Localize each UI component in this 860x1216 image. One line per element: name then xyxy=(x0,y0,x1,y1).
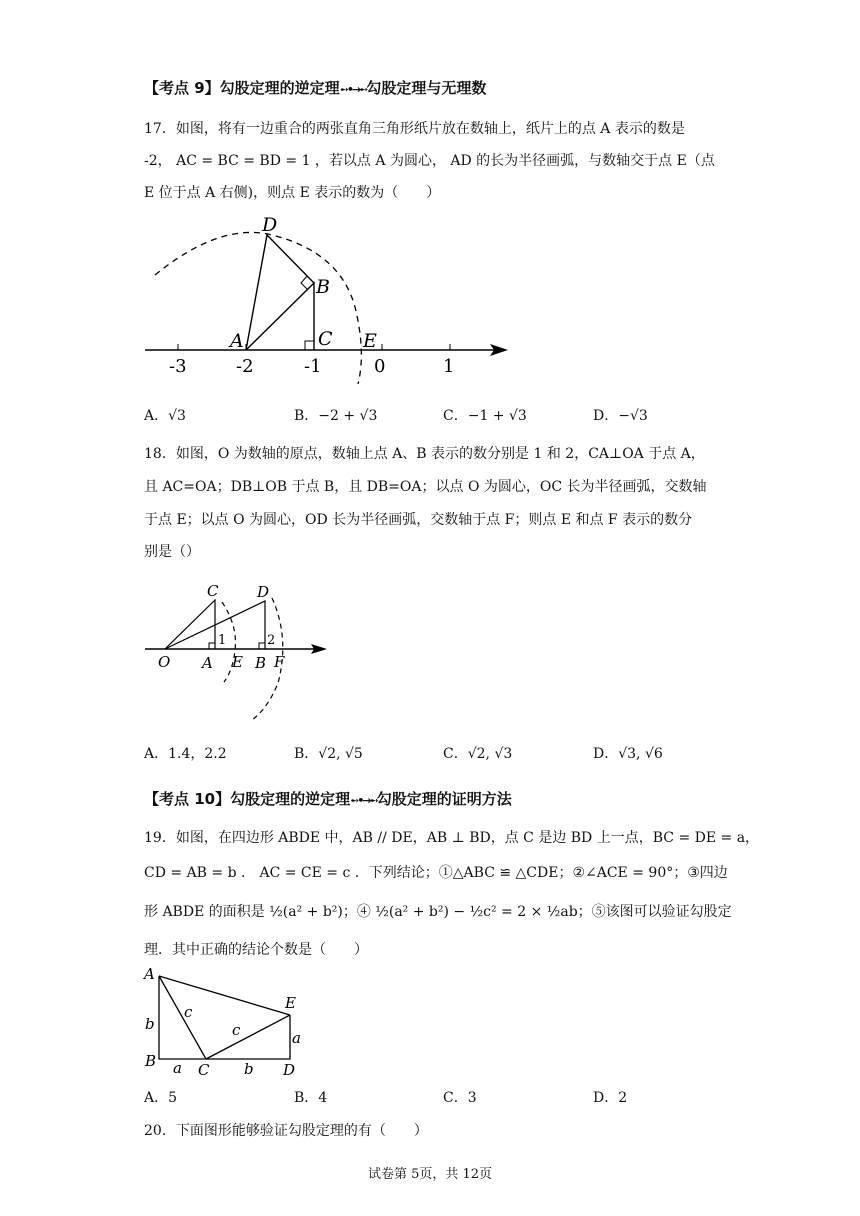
q18-figure xyxy=(140,578,340,726)
right-angle-mark xyxy=(305,341,314,350)
q18-option-c[interactable]: C．√2, √3 xyxy=(443,746,513,762)
section-9-heading xyxy=(144,77,486,98)
q18-line-4: 别是（） xyxy=(144,544,200,560)
segment-ae xyxy=(159,976,290,1015)
quadrilateral-abde-sides xyxy=(159,976,290,1059)
point-label-b: B xyxy=(145,1052,157,1070)
tick-label: -3 xyxy=(169,356,187,377)
q19-line-4: 理．其中正确的结论个数是（ ） xyxy=(144,942,368,958)
point-label-d: D xyxy=(257,583,270,601)
side-label-c: c xyxy=(184,1003,193,1021)
section-9-title-a: 【考点 9】勾股定理的逆定理 xyxy=(144,79,340,97)
q18-line-1: 18．如图，O 为数轴的原点，数轴上点 A、B 表示的数分别是 1 和 2，CA⊥OA 于点 A， xyxy=(144,446,705,462)
side-label-c: c xyxy=(232,1021,241,1039)
q17-line-1: 17．如图，将有一边重合的两张直角三角形纸片放在数轴上，纸片上的点 A 表示的数是 xyxy=(144,121,685,137)
point-label-d: D xyxy=(262,214,278,236)
point-label-e: E xyxy=(363,330,377,352)
q17-option-a[interactable]: A．√3 xyxy=(144,408,186,424)
triangle-oac xyxy=(165,600,215,649)
q19-line-2: CD = AB = b ． AC = CE = c ．下列结论；①△ABC ≌ △CDE；②∠ACE = 90°；③四边 xyxy=(144,865,728,881)
side-label-a: a xyxy=(292,1029,301,1047)
right-angle-mark xyxy=(209,643,215,649)
point-label-c: C xyxy=(207,582,219,600)
point-label-e: E xyxy=(232,653,243,671)
tick-label: 0 xyxy=(374,356,386,377)
q19-option-c[interactable]: C．3 xyxy=(443,1090,477,1106)
segment-ce xyxy=(206,1015,290,1059)
arrow-icon: ➻•→➻ xyxy=(350,794,377,807)
point-label-a: A xyxy=(230,330,244,352)
segment-label-2: 2 xyxy=(267,633,276,648)
q17-line-2: -2， AC = BC = BD = 1 ，若以点 A 为圆心， AD 的长为半径画弧，与数轴交于点 E（点 xyxy=(144,153,715,169)
point-label-o: O xyxy=(158,653,171,671)
section-9-title-b: 勾股定理与无理数 xyxy=(366,79,487,97)
right-angle-mark xyxy=(301,276,308,290)
point-label-b: B xyxy=(255,654,267,672)
section-10-heading xyxy=(144,788,512,809)
point-label-f: F xyxy=(274,653,285,671)
point-label-a: A xyxy=(144,965,155,983)
q18-option-b[interactable]: B．√2, √5 xyxy=(294,746,363,762)
segment-label-1: 1 xyxy=(218,633,227,648)
side-label-a: a xyxy=(173,1059,182,1077)
q18-option-a[interactable]: A．1.4，2.2 xyxy=(144,746,227,762)
right-angle-mark xyxy=(259,643,265,649)
side-label-b: b xyxy=(145,1015,155,1033)
point-label-d: D xyxy=(283,1061,296,1079)
arrow-icon: ➻•→➻ xyxy=(339,83,367,96)
section-10-title-b: 勾股定理的证明方法 xyxy=(376,790,512,808)
q20-line-1: 20．下面图形能够验证勾股定理的有（ ） xyxy=(144,1123,428,1139)
page-footer: 试卷第 5页，共 12页 xyxy=(367,1167,493,1182)
q18-option-d[interactable]: D．√3, √6 xyxy=(593,746,663,762)
q19-line-3: 形 ABDE 的面积是 ½(a² + b²)；④ ½(a² + b²) − ½c² = 2 × ½ab；⑤该图可以验证勾股定 xyxy=(144,904,732,920)
tick-label: -1 xyxy=(304,356,322,377)
point-label-e: E xyxy=(285,994,296,1012)
q17-line-3: E 位于点 A 右侧)，则点 E 表示的数为（ ） xyxy=(144,185,441,201)
point-label-b: B xyxy=(316,276,330,298)
q19-option-b[interactable]: B．4 xyxy=(294,1090,328,1106)
tick-label: 1 xyxy=(443,356,455,377)
q17-option-c[interactable]: C．−1 + √3 xyxy=(443,408,527,424)
q19-option-a[interactable]: A．5 xyxy=(144,1090,178,1106)
q19-option-d[interactable]: D．2 xyxy=(593,1090,628,1106)
point-label-a: A xyxy=(202,654,213,672)
q17-figure xyxy=(140,212,520,390)
q18-line-2: 且 AC=OA；DB⊥OB 于点 B，且 DB=OA；以点 O 为圆心，OC 长为半径画弧，交数轴 xyxy=(144,479,707,495)
tick-label: -2 xyxy=(236,356,254,377)
point-label-c: C xyxy=(318,328,333,350)
point-label-c: C xyxy=(198,1061,210,1079)
q19-line-1: 19．如图，在四边形 ABDE 中，AB // DE，AB ⊥ BD，点 C 是边 BD 上一点，BC = DE = a， xyxy=(144,830,760,846)
q19-figure xyxy=(140,965,320,1081)
section-10-title-a: 【考点 10】勾股定理的逆定理 xyxy=(144,790,351,808)
q17-option-b[interactable]: B．−2 + √3 xyxy=(294,408,378,424)
q18-line-3: 于点 E；以点 O 为圆心，OD 长为半径画弧，交数轴于点 F；则点 E 和点 F 表示的数分 xyxy=(144,512,693,528)
side-label-b: b xyxy=(244,1060,254,1078)
q17-option-d[interactable]: D．−√3 xyxy=(593,408,648,424)
